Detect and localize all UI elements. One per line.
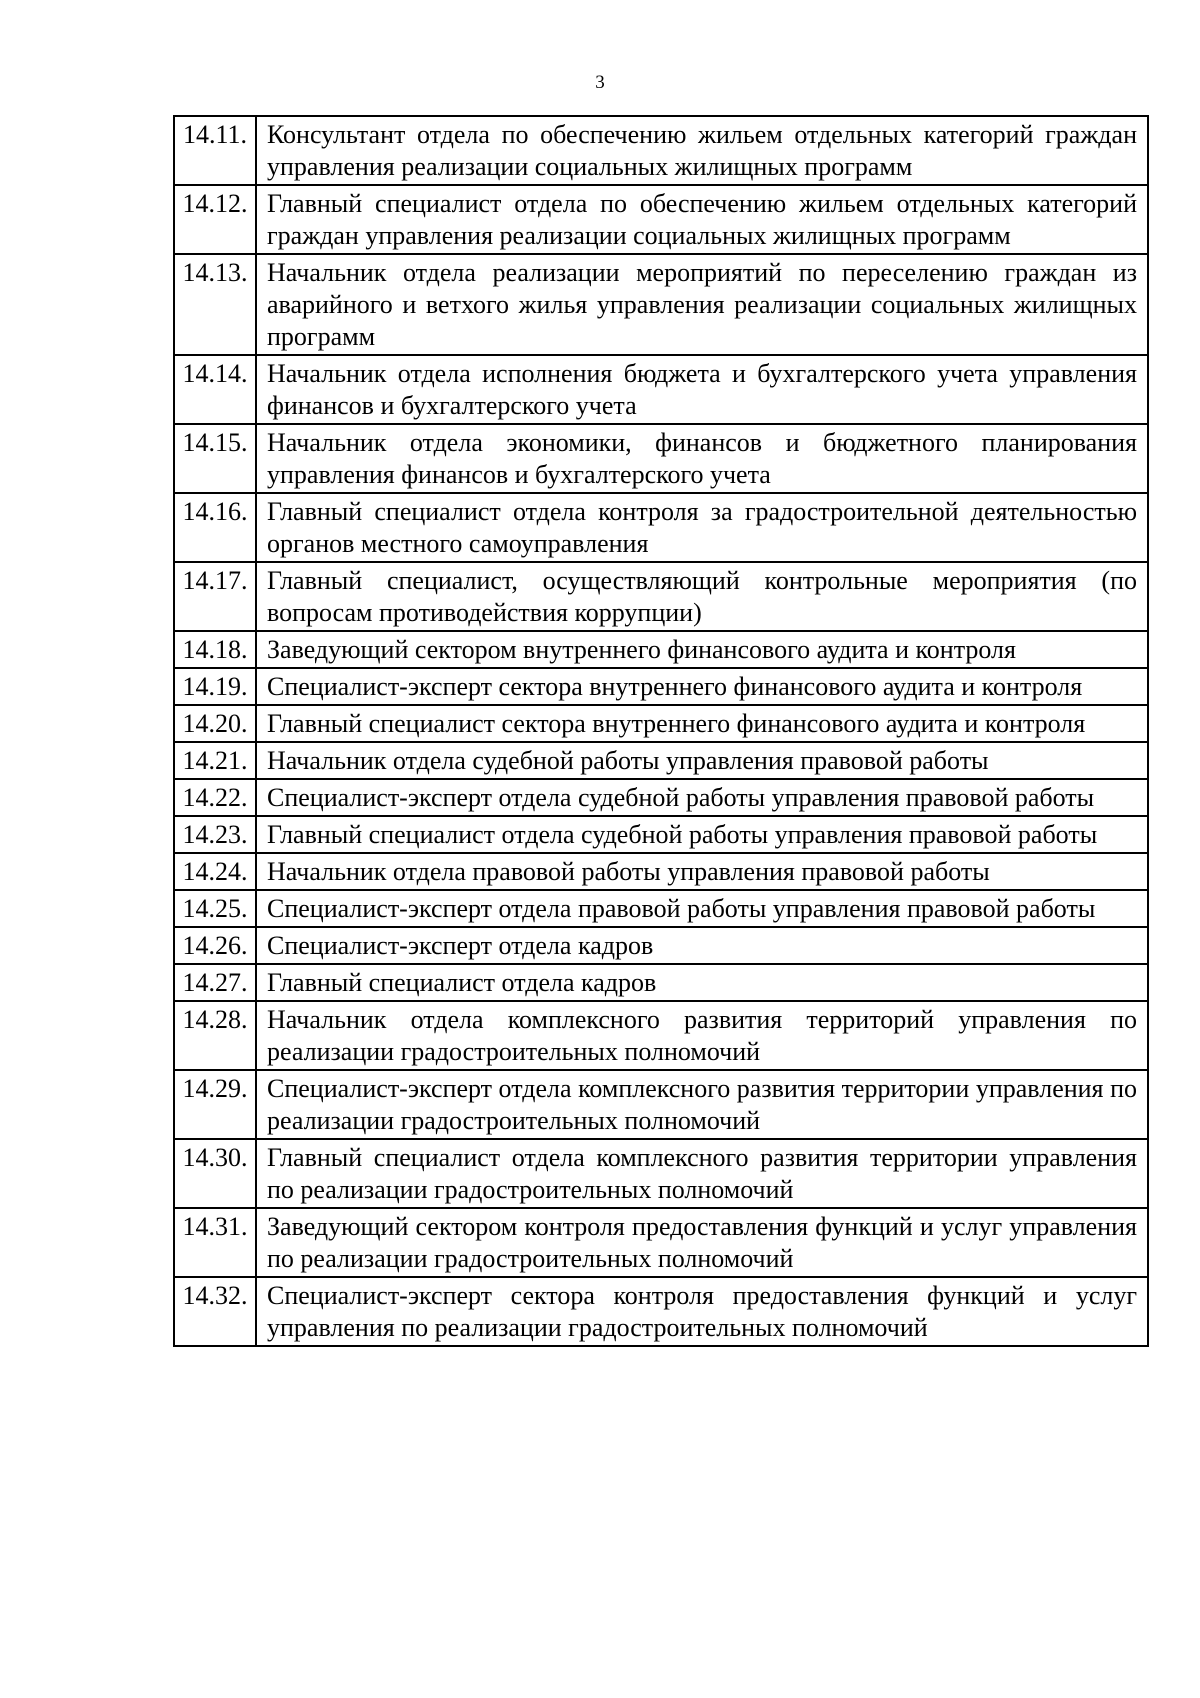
row-number: 14.17. <box>174 562 256 631</box>
position-title: Главный специалист отдела комплексного развития территории управления по реализации градостроительных полномочий <box>256 1139 1148 1208</box>
table-row <box>174 816 1148 853</box>
position-title: Начальник отдела судебной работы управления правовой работы <box>256 742 1148 779</box>
row-number: 14.15. <box>174 424 256 493</box>
page-number: 3 <box>595 72 605 93</box>
position-title: Главный специалист, осуществляющий контрольные мероприятия (по вопросам противодействия коррупции) <box>256 562 1148 631</box>
table-row <box>174 1277 1148 1346</box>
table-row <box>174 493 1148 562</box>
table-row <box>174 890 1148 927</box>
position-title: Заведующий сектором контроля предоставления функций и услуг управления по реализации градостроительных полномочий <box>256 1208 1148 1277</box>
position-title: Главный специалист сектора внутреннего финансового аудита и контроля <box>256 705 1148 742</box>
row-number: 14.29. <box>174 1070 256 1139</box>
position-title: Специалист-эксперт отдела судебной работы управления правовой работы <box>256 779 1148 816</box>
position-title: Начальник отдела исполнения бюджета и бухгалтерского учета управления финансов и бухгалтерского учета <box>256 355 1148 424</box>
position-title: Специалист-эксперт отдела комплексного развития территории управления по реализации градостроительных полномочий <box>256 1070 1148 1139</box>
table-row <box>174 964 1148 1001</box>
position-title: Начальник отдела комплексного развития территорий управления по реализации градостроительных полномочий <box>256 1001 1148 1070</box>
position-title: Начальник отдела реализации мероприятий по переселению граждан из аварийного и ветхого жилья управления реализации социальных жилищных программ <box>256 254 1148 355</box>
row-number: 14.28. <box>174 1001 256 1070</box>
row-number: 14.22. <box>174 779 256 816</box>
row-number: 14.24. <box>174 853 256 890</box>
position-title: Главный специалист отдела по обеспечению жильем отдельных категорий граждан управления реализации социальных жилищных программ <box>256 185 1148 254</box>
row-number: 14.32. <box>174 1277 256 1346</box>
table-row <box>174 779 1148 816</box>
row-number: 14.16. <box>174 493 256 562</box>
position-title: Консультант отдела по обеспечению жильем отдельных категорий граждан управления реализации социальных жилищных программ <box>256 116 1148 185</box>
table-row <box>174 742 1148 779</box>
table-row <box>174 1001 1148 1070</box>
position-title: Специалист-эксперт отдела кадров <box>256 927 1148 964</box>
row-number: 14.25. <box>174 890 256 927</box>
table-row <box>174 1139 1148 1208</box>
row-number: 14.21. <box>174 742 256 779</box>
row-number: 14.30. <box>174 1139 256 1208</box>
row-number: 14.23. <box>174 816 256 853</box>
position-title: Главный специалист отдела кадров <box>256 964 1148 1001</box>
row-number: 14.12. <box>174 185 256 254</box>
position-title: Главный специалист отдела контроля за градостроительной деятельностью органов местного самоуправления <box>256 493 1148 562</box>
row-number: 14.13. <box>174 254 256 355</box>
row-number: 14.20. <box>174 705 256 742</box>
table-row <box>174 1070 1148 1139</box>
table-row <box>174 562 1148 631</box>
row-number: 14.31. <box>174 1208 256 1277</box>
row-number: 14.18. <box>174 631 256 668</box>
table-row <box>174 853 1148 890</box>
row-number: 14.14. <box>174 355 256 424</box>
position-title: Главный специалист отдела судебной работы управления правовой работы <box>256 816 1148 853</box>
table-row <box>174 668 1148 705</box>
table-row <box>174 424 1148 493</box>
table-row <box>174 705 1148 742</box>
table-row <box>174 355 1148 424</box>
position-title: Начальник отдела экономики, финансов и бюджетного планирования управления финансов и бухгалтерского учета <box>256 424 1148 493</box>
position-title: Специалист-эксперт сектора контроля предоставления функций и услуг управления по реализации градостроительных полномочий <box>256 1277 1148 1346</box>
row-number: 14.27. <box>174 964 256 1001</box>
table-row <box>174 116 1148 185</box>
position-title: Начальник отдела правовой работы управления правовой работы <box>256 853 1148 890</box>
table-row <box>174 185 1148 254</box>
table-row <box>174 254 1148 355</box>
position-title: Специалист-эксперт сектора внутреннего финансового аудита и контроля <box>256 668 1148 705</box>
row-number: 14.11. <box>174 116 256 185</box>
positions-table <box>173 115 1149 1347</box>
row-number: 14.19. <box>174 668 256 705</box>
table-row <box>174 927 1148 964</box>
row-number: 14.26. <box>174 927 256 964</box>
table-row <box>174 631 1148 668</box>
table-row <box>174 1208 1148 1277</box>
position-title: Заведующий сектором внутреннего финансового аудита и контроля <box>256 631 1148 668</box>
position-title: Специалист-эксперт отдела правовой работы управления правовой работы <box>256 890 1148 927</box>
